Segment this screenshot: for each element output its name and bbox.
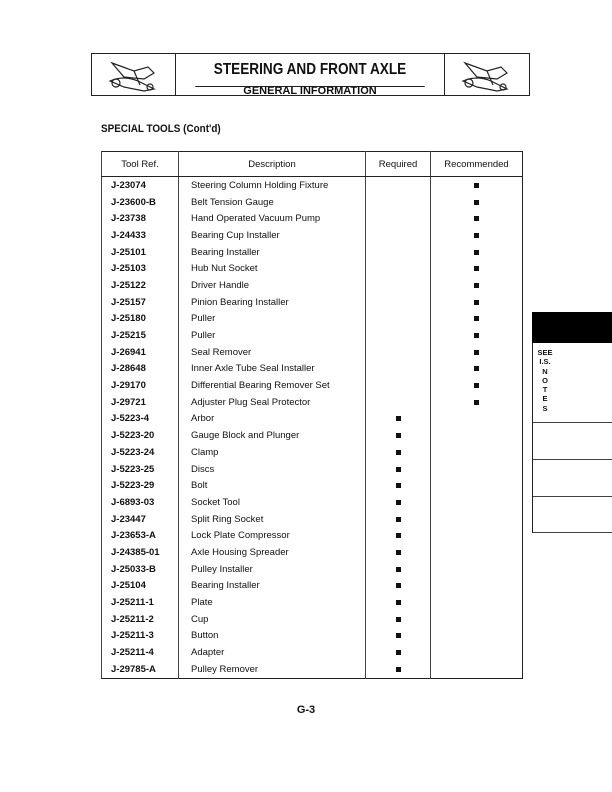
side-tab-line: S bbox=[542, 403, 548, 413]
tool-description: Bearing Installer bbox=[179, 244, 366, 261]
required-cell bbox=[366, 444, 431, 461]
special-tools-table bbox=[101, 151, 523, 679]
recommended-cell bbox=[431, 477, 523, 494]
required-cell bbox=[366, 361, 431, 378]
table-row bbox=[102, 511, 523, 528]
divider bbox=[533, 459, 612, 460]
required-cell bbox=[366, 294, 431, 311]
recommended-cell bbox=[431, 644, 523, 661]
recommended-cell bbox=[431, 194, 523, 211]
side-tab-line: I.S. bbox=[539, 357, 551, 367]
table-row bbox=[102, 411, 523, 428]
tool-ref: J-6893-03 bbox=[102, 494, 179, 511]
table-row bbox=[102, 394, 523, 411]
recommended-cell bbox=[431, 210, 523, 227]
tool-ref: J-25211-4 bbox=[102, 644, 179, 661]
tool-ref: J-23600-B bbox=[102, 194, 179, 211]
tool-description: Socket Tool bbox=[179, 494, 366, 511]
recommended-cell bbox=[431, 394, 523, 411]
recommended-cell bbox=[431, 594, 523, 611]
table-row bbox=[102, 244, 523, 261]
required-cell bbox=[366, 427, 431, 444]
tool-ref: J-24433 bbox=[102, 227, 179, 244]
table-row bbox=[102, 444, 523, 461]
header-subtitle: GENERAL INFORMATION bbox=[243, 84, 377, 97]
divider bbox=[533, 422, 612, 423]
required-cell bbox=[366, 511, 431, 528]
required-cell bbox=[366, 578, 431, 595]
check-mark-square-icon bbox=[474, 366, 479, 371]
table-row bbox=[102, 477, 523, 494]
table-row bbox=[102, 194, 523, 211]
recommended-cell bbox=[431, 177, 523, 194]
required-cell bbox=[366, 661, 431, 678]
table-row bbox=[102, 628, 523, 645]
check-mark-square-icon bbox=[474, 183, 479, 188]
check-mark-square-icon bbox=[474, 233, 479, 238]
tool-ref: J-25211-3 bbox=[102, 628, 179, 645]
tool-description: Driver Handle bbox=[179, 277, 366, 294]
tool-ref: J-5223-25 bbox=[102, 461, 179, 478]
recommended-cell bbox=[431, 661, 523, 678]
recommended-cell bbox=[431, 411, 523, 428]
required-cell bbox=[366, 628, 431, 645]
tool-ref: J-29721 bbox=[102, 394, 179, 411]
tool-description: Pinion Bearing Installer bbox=[179, 294, 366, 311]
required-cell bbox=[366, 411, 431, 428]
tool-ref: J-5223-4 bbox=[102, 411, 179, 428]
check-mark-square-icon bbox=[474, 216, 479, 221]
recommended-cell bbox=[431, 361, 523, 378]
recommended-cell bbox=[431, 344, 523, 361]
tool-description: Gauge Block and Plunger bbox=[179, 427, 366, 444]
check-mark-square-icon bbox=[474, 400, 479, 405]
table-row bbox=[102, 311, 523, 328]
required-cell bbox=[366, 177, 431, 194]
tool-description: Plate bbox=[179, 594, 366, 611]
tool-description: Hub Nut Socket bbox=[179, 260, 366, 277]
recommended-cell bbox=[431, 578, 523, 595]
divider bbox=[533, 532, 612, 533]
tool-ref: J-25122 bbox=[102, 277, 179, 294]
recommended-cell bbox=[431, 327, 523, 344]
check-mark-square-icon bbox=[396, 500, 401, 505]
tool-ref: J-25104 bbox=[102, 578, 179, 595]
recommended-cell bbox=[431, 561, 523, 578]
tool-ref: J-25215 bbox=[102, 327, 179, 344]
required-cell bbox=[366, 377, 431, 394]
tool-ref: J-26941 bbox=[102, 344, 179, 361]
table-row bbox=[102, 327, 523, 344]
side-tab-text bbox=[537, 348, 553, 413]
table-row bbox=[102, 461, 523, 478]
table-row bbox=[102, 277, 523, 294]
check-mark-square-icon bbox=[396, 517, 401, 522]
tool-ref: J-28648 bbox=[102, 361, 179, 378]
tool-description: Differential Bearing Remover Set bbox=[179, 377, 366, 394]
tool-description: Arbor bbox=[179, 411, 366, 428]
tool-description: Seal Remover bbox=[179, 344, 366, 361]
check-mark-square-icon bbox=[396, 533, 401, 538]
tool-description: Pulley Installer bbox=[179, 561, 366, 578]
table-row bbox=[102, 294, 523, 311]
recommended-cell bbox=[431, 444, 523, 461]
table-row bbox=[102, 177, 523, 194]
tool-ref: J-23653-A bbox=[102, 527, 179, 544]
check-mark-square-icon bbox=[396, 667, 401, 672]
check-mark-square-icon bbox=[396, 483, 401, 488]
required-cell bbox=[366, 194, 431, 211]
tool-description: Hand Operated Vacuum Pump bbox=[179, 210, 366, 227]
recommended-cell bbox=[431, 611, 523, 628]
recommended-cell bbox=[431, 544, 523, 561]
check-mark-square-icon bbox=[474, 200, 479, 205]
check-mark-square-icon bbox=[396, 433, 401, 438]
table-row bbox=[102, 527, 523, 544]
recommended-cell bbox=[431, 427, 523, 444]
check-mark-square-icon bbox=[396, 583, 401, 588]
recommended-cell bbox=[431, 511, 523, 528]
column-header-description: Description bbox=[179, 152, 366, 177]
required-cell bbox=[366, 311, 431, 328]
tool-description: Belt Tension Gauge bbox=[179, 194, 366, 211]
check-mark-square-icon bbox=[396, 416, 401, 421]
required-cell bbox=[366, 210, 431, 227]
tool-description: Discs bbox=[179, 461, 366, 478]
side-tab-line: E bbox=[542, 394, 548, 404]
divider bbox=[533, 496, 612, 497]
required-cell bbox=[366, 260, 431, 277]
tool-ref: J-29170 bbox=[102, 377, 179, 394]
tool-ref: J-25103 bbox=[102, 260, 179, 277]
required-cell bbox=[366, 644, 431, 661]
check-mark-square-icon bbox=[474, 300, 479, 305]
tool-ref: J-25157 bbox=[102, 294, 179, 311]
check-mark-square-icon bbox=[474, 383, 479, 388]
side-tab-black-block bbox=[532, 312, 612, 343]
required-cell bbox=[366, 227, 431, 244]
check-mark-square-icon bbox=[396, 567, 401, 572]
table-row bbox=[102, 361, 523, 378]
required-cell bbox=[366, 244, 431, 261]
check-mark-square-icon bbox=[474, 250, 479, 255]
table-row bbox=[102, 260, 523, 277]
column-header-required: Required bbox=[366, 152, 431, 177]
side-tab bbox=[532, 312, 612, 533]
side-tab-line: N bbox=[542, 366, 548, 376]
check-mark-square-icon bbox=[396, 633, 401, 638]
tool-ref: J-5223-29 bbox=[102, 477, 179, 494]
tool-description: Bolt bbox=[179, 477, 366, 494]
header-title: STEERING AND FRONT AXLE bbox=[195, 54, 425, 87]
tool-ref: J-24385-01 bbox=[102, 544, 179, 561]
tool-ref: J-5223-20 bbox=[102, 427, 179, 444]
front-suspension-icon bbox=[444, 54, 529, 95]
tool-ref: J-25033-B bbox=[102, 561, 179, 578]
check-mark-square-icon bbox=[396, 450, 401, 455]
tool-description: Split Ring Socket bbox=[179, 511, 366, 528]
recommended-cell bbox=[431, 628, 523, 645]
table-row bbox=[102, 227, 523, 244]
check-mark-square-icon bbox=[396, 617, 401, 622]
check-mark-square-icon bbox=[396, 600, 401, 605]
table-row bbox=[102, 594, 523, 611]
tool-ref: J-29785-A bbox=[102, 661, 179, 678]
tool-description: Bearing Installer bbox=[179, 578, 366, 595]
check-mark-square-icon bbox=[474, 333, 479, 338]
recommended-cell bbox=[431, 277, 523, 294]
tool-description: Button bbox=[179, 628, 366, 645]
side-tab-line: SEE bbox=[537, 348, 553, 357]
tool-ref: J-25211-2 bbox=[102, 611, 179, 628]
check-mark-square-icon bbox=[474, 316, 479, 321]
tool-description: Clamp bbox=[179, 444, 366, 461]
recommended-cell bbox=[431, 377, 523, 394]
check-mark-square-icon bbox=[396, 467, 401, 472]
table-row bbox=[102, 661, 523, 678]
recommended-cell bbox=[431, 294, 523, 311]
table-row bbox=[102, 644, 523, 661]
recommended-cell bbox=[431, 494, 523, 511]
check-mark-square-icon bbox=[396, 650, 401, 655]
recommended-cell bbox=[431, 260, 523, 277]
tool-description: Steering Column Holding Fixture bbox=[179, 177, 366, 194]
table-row bbox=[102, 427, 523, 444]
required-cell bbox=[366, 561, 431, 578]
table-row bbox=[102, 561, 523, 578]
required-cell bbox=[366, 611, 431, 628]
table-row bbox=[102, 494, 523, 511]
required-cell bbox=[366, 544, 431, 561]
required-cell bbox=[366, 461, 431, 478]
required-cell bbox=[366, 594, 431, 611]
tool-ref: J-25180 bbox=[102, 311, 179, 328]
page-header bbox=[91, 53, 530, 96]
required-cell bbox=[366, 277, 431, 294]
column-header-tool-ref: Tool Ref. bbox=[102, 152, 179, 177]
required-cell bbox=[366, 477, 431, 494]
front-suspension-icon bbox=[92, 54, 176, 95]
tool-ref: J-23447 bbox=[102, 511, 179, 528]
tool-description: Inner Axle Tube Seal Installer bbox=[179, 361, 366, 378]
tool-ref: J-25101 bbox=[102, 244, 179, 261]
check-mark-square-icon bbox=[474, 266, 479, 271]
tool-ref: J-5223-24 bbox=[102, 444, 179, 461]
tool-description: Adapter bbox=[179, 644, 366, 661]
required-cell bbox=[366, 327, 431, 344]
table-row bbox=[102, 578, 523, 595]
tool-description: Puller bbox=[179, 327, 366, 344]
tool-description: Pulley Remover bbox=[179, 661, 366, 678]
page-number: G-3 bbox=[296, 704, 316, 716]
tool-ref: J-23738 bbox=[102, 210, 179, 227]
tool-description: Lock Plate Compressor bbox=[179, 527, 366, 544]
tool-description: Cup bbox=[179, 611, 366, 628]
required-cell bbox=[366, 344, 431, 361]
recommended-cell bbox=[431, 311, 523, 328]
check-mark-square-icon bbox=[474, 350, 479, 355]
column-header-recommended: Recommended bbox=[431, 152, 523, 177]
side-tab-line: O bbox=[542, 375, 548, 385]
side-tab-line: T bbox=[542, 385, 548, 395]
table-row bbox=[102, 544, 523, 561]
required-cell bbox=[366, 527, 431, 544]
tool-ref: J-25211-1 bbox=[102, 594, 179, 611]
recommended-cell bbox=[431, 527, 523, 544]
check-mark-square-icon bbox=[474, 283, 479, 288]
section-title: SPECIAL TOOLS (Cont'd) bbox=[101, 123, 221, 135]
check-mark-square-icon bbox=[396, 550, 401, 555]
tool-ref: J-23074 bbox=[102, 177, 179, 194]
tool-description: Puller bbox=[179, 311, 366, 328]
table-row bbox=[102, 210, 523, 227]
table-row bbox=[102, 611, 523, 628]
recommended-cell bbox=[431, 461, 523, 478]
table-header-row bbox=[102, 152, 523, 177]
table-row bbox=[102, 377, 523, 394]
tool-description: Axle Housing Spreader bbox=[179, 544, 366, 561]
required-cell bbox=[366, 394, 431, 411]
tool-description: Adjuster Plug Seal Protector bbox=[179, 394, 366, 411]
recommended-cell bbox=[431, 227, 523, 244]
table-row bbox=[102, 344, 523, 361]
required-cell bbox=[366, 494, 431, 511]
recommended-cell bbox=[431, 244, 523, 261]
tool-description: Bearing Cup Installer bbox=[179, 227, 366, 244]
